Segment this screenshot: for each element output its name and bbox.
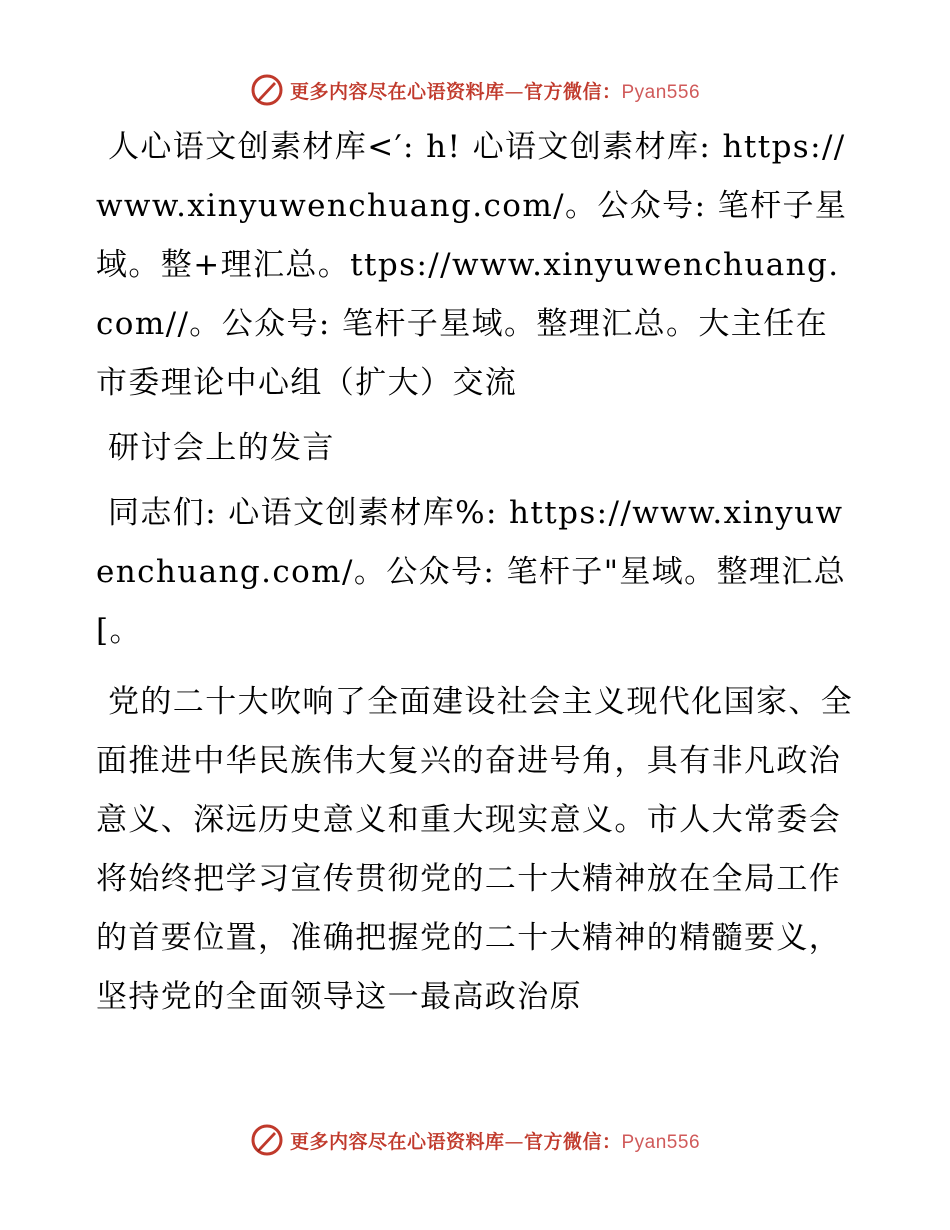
banner-main-text: 更多内容尽在心语资料库 <box>289 1130 505 1153</box>
banner-separator: — <box>504 80 524 103</box>
header-watermark-banner <box>0 70 950 110</box>
paragraph-greeting: 同志们: 心语文创素材库%: https://www.xinyuwenchuang.com/。公众号: 笔杆子"星域。整理汇总[。 <box>96 495 847 649</box>
banner-wechat-id: Pyan556 <box>621 1131 701 1153</box>
paragraph-title: 研讨会上的发言 <box>108 430 335 466</box>
banner-wechat-id: Pyan556 <box>621 81 701 103</box>
footer-watermark-banner <box>0 1120 950 1160</box>
paragraph-intro: 人心语文创素材库<′: h! 心语文创素材库: https://www.xinyuwenchuang.com/。公众号: 笔杆子星域。整+理汇总。ttps://www.xinyuwenchuang.com//。公众号: 笔杆子星域。整理汇总。大主任在市委理论中心组（扩大）交流 <box>96 129 848 401</box>
quill-pen-logo-icon <box>250 1123 284 1157</box>
banner-wechat-label: 官方微信： <box>523 80 622 103</box>
banner-wechat-label: 官方微信： <box>523 1130 622 1153</box>
banner-main-text: 更多内容尽在心语资料库 <box>289 80 505 103</box>
paragraph-body: 党的二十大吹响了全面建设社会主义现代化国家、全面推进中华民族伟大复兴的奋进号角，具有非凡政治意义、深远历史意义和重大现实意义。市人大常委会将始终把学习宣传贯彻党的二十大精神放在全局工作的首要位置，准确把握党的二十大精神的精髓要义，坚持党的全面领导这一最高政治原 <box>96 684 854 1015</box>
banner-separator: — <box>504 1130 524 1153</box>
document-body <box>96 118 856 1039</box>
banner-text <box>290 77 700 104</box>
quill-pen-logo-icon <box>250 73 284 107</box>
banner-text <box>290 1127 700 1154</box>
